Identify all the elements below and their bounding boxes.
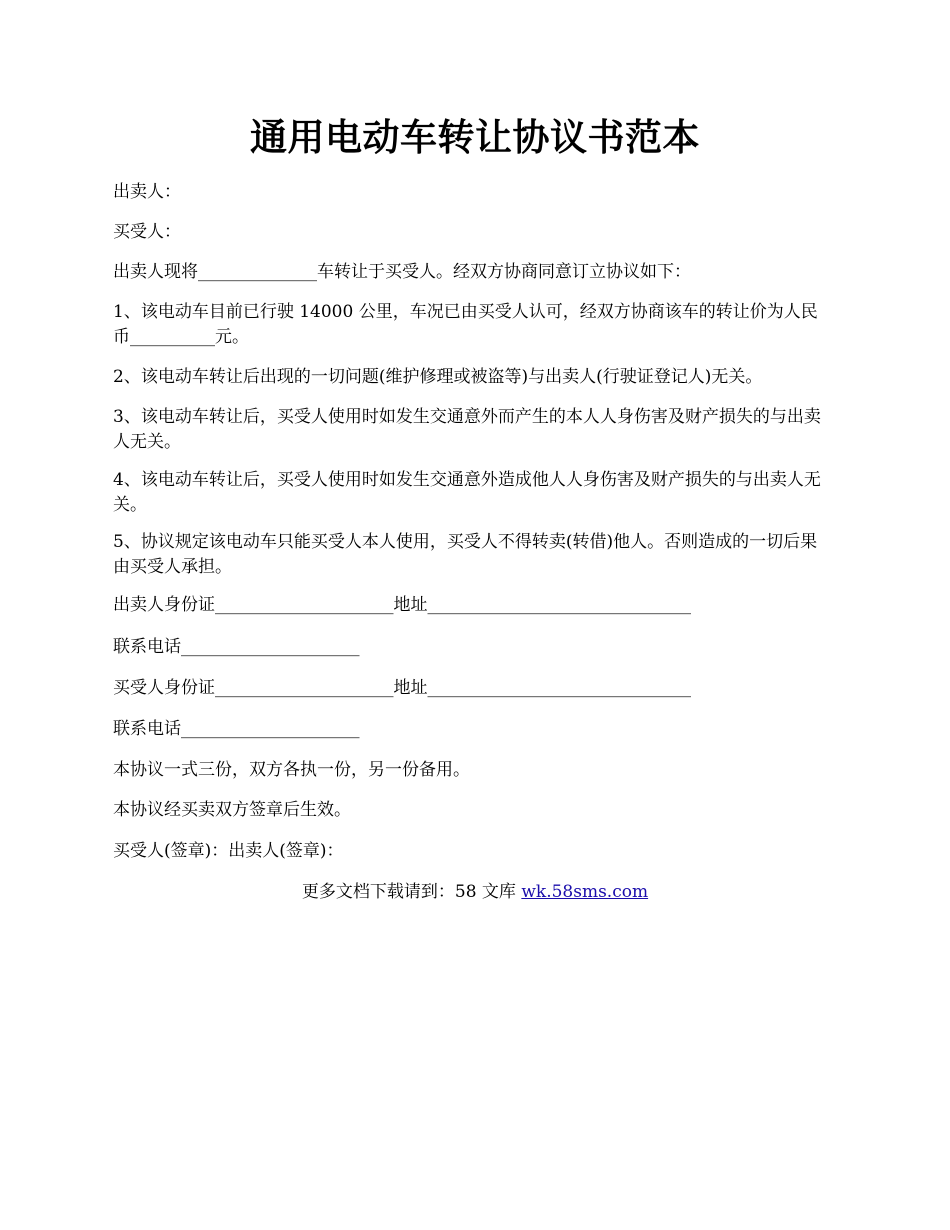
seller-id-line: 出卖人身份证_____________________地址_______________________________ <box>113 595 691 615</box>
seller-phone-line: 联系电话_____________________ <box>113 637 360 657</box>
footer-note <box>0 880 950 905</box>
seller-line: 出卖人： <box>113 182 181 202</box>
buyer-line: 买受人： <box>113 222 181 242</box>
clause-5: 5、协议规定该电动车只能买受人本人使用，买受人不得转卖(转借)他人。否则造成的一切后果由买受人承担。 <box>113 532 818 577</box>
clause-3: 3、该电动车转让后，买受人使用时如发生交通意外而产生的本人人身伤害及财产损失的与出卖人无关。 <box>113 407 821 452</box>
buyer-id-line: 买受人身份证_____________________地址_______________________________ <box>113 678 691 698</box>
document-title: 通用电动车转让协议书范本 <box>250 115 700 159</box>
buyer-phone-line: 联系电话_____________________ <box>113 719 360 739</box>
clause-1: 1、该电动车目前已行驶 14000 公里，车况已由买受人认可，经双方协商该车的转让价为人民币__________元。 <box>113 302 818 347</box>
signature-line: 买受人(签章)：出卖人(签章)： <box>113 841 344 861</box>
intro-paragraph: 出卖人现将______________车转让于买受人。经双方协商同意订立协议如下： <box>113 262 691 282</box>
effective-paragraph: 本协议经买卖双方签章后生效。 <box>113 800 351 820</box>
footer-link[interactable]: wk.58sms.com <box>521 882 649 902</box>
footer-prefix: 更多文档下载请到：58 文库 <box>301 882 522 902</box>
clause-4: 4、该电动车转让后，买受人使用时如发生交通意外造成他人人身伤害及财产损失的与出卖人无关。 <box>113 470 821 515</box>
copies-paragraph: 本协议一式三份，双方各执一份，另一份备用。 <box>113 760 470 780</box>
clause-2: 2、该电动车转让后出现的一切问题(维护修理或被盗等)与出卖人(行驶证登记人)无关。 <box>113 367 763 387</box>
